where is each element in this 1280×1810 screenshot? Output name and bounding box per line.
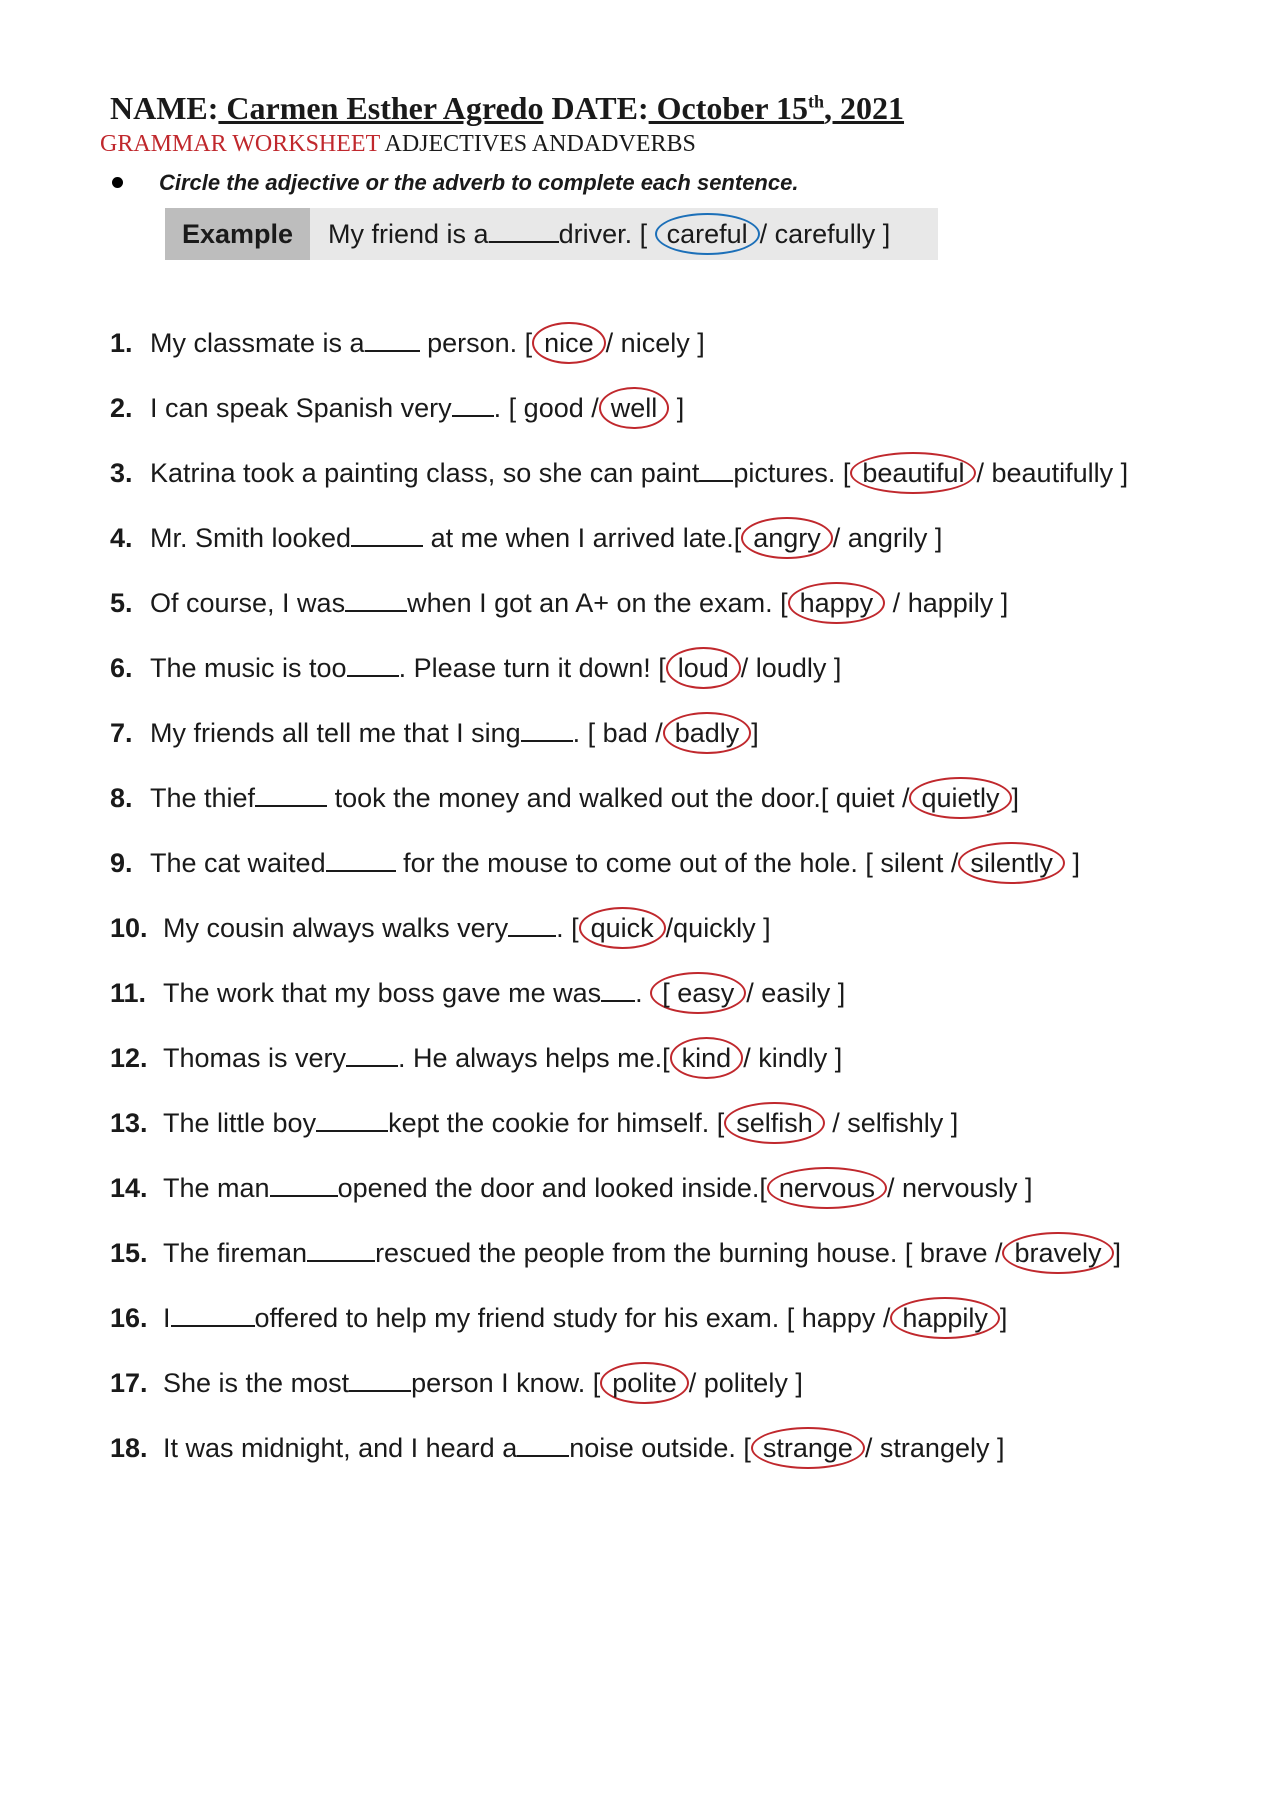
item-circled-option: loud xyxy=(666,647,741,689)
item-circled-option: bravely xyxy=(1002,1232,1113,1274)
item-text-before: The cat waited xyxy=(150,848,326,878)
item-blank xyxy=(270,1171,338,1197)
item-separator: / xyxy=(665,913,674,943)
item-number: 15. xyxy=(110,1238,148,1268)
exercise-item xyxy=(110,1295,1128,1360)
item-circled-option: selfish xyxy=(724,1102,825,1144)
item-circled-option: badly xyxy=(663,712,752,754)
exercise-item xyxy=(110,840,1128,905)
example-blank xyxy=(489,217,559,243)
item-blank xyxy=(521,716,573,742)
item-blank xyxy=(365,326,420,352)
item-bracket-close: ] xyxy=(1064,848,1080,878)
item-circled-option: angry xyxy=(741,517,833,559)
date-suffix: th xyxy=(808,91,825,112)
item-number: 10. xyxy=(110,913,148,943)
item-separator: / xyxy=(976,458,992,488)
item-bracket-close: ] xyxy=(999,1303,1008,1333)
item-other-option: easily ] xyxy=(753,978,846,1008)
exercise-item xyxy=(110,580,1128,645)
item-blank xyxy=(508,911,556,937)
item-other-option: nervously ] xyxy=(894,1173,1033,1203)
item-text-after: when I got an A+ on the exam. [ xyxy=(407,588,788,618)
item-blank xyxy=(347,651,399,677)
example-after: driver. [ xyxy=(558,219,655,249)
item-other-option: beautifully ] xyxy=(991,458,1129,488)
item-other-option: happily ] xyxy=(907,588,1009,618)
item-text-before: The work that my boss gave me was xyxy=(163,978,602,1008)
item-other-option: strangely ] xyxy=(872,1433,1005,1463)
item-separator: / xyxy=(688,1368,697,1398)
item-text-before: She is the most xyxy=(163,1368,350,1398)
item-other-option: politely ] xyxy=(696,1368,803,1398)
item-other-option: / xyxy=(591,393,599,423)
exercise-list xyxy=(110,320,1128,1490)
item-other-option: quickly ] xyxy=(673,913,771,943)
item-circled-option: strange xyxy=(751,1427,865,1469)
date-label: DATE: xyxy=(543,90,649,126)
instruction-text: Circle the adjective or the adverb to complete each sentence. xyxy=(159,170,799,195)
example-box xyxy=(165,208,938,260)
item-blank xyxy=(346,1041,398,1067)
item-text-after: took the money and walked out the door.[ quiet / xyxy=(327,783,910,813)
item-text-after: rescued the people from the burning house. [ brave / xyxy=(375,1238,1003,1268)
item-text-after: person I know. [ xyxy=(411,1368,601,1398)
exercise-item xyxy=(110,450,1128,515)
item-text-before: I xyxy=(163,1303,171,1333)
item-separator: / xyxy=(864,1433,873,1463)
exercise-item xyxy=(110,1230,1128,1295)
item-text-before: The thief xyxy=(150,783,256,813)
example-sep: / xyxy=(759,219,775,249)
exercise-item xyxy=(110,320,1128,385)
item-number: 4. xyxy=(110,523,133,553)
example-circled-option: careful xyxy=(655,213,760,255)
item-text-after: for the mouse to come out of the hole. [ silent / xyxy=(395,848,959,878)
item-blank xyxy=(349,1366,411,1392)
exercise-item xyxy=(110,905,1128,970)
item-number: 14. xyxy=(110,1173,148,1203)
item-other-option: angrily ] xyxy=(847,523,943,553)
item-circled-option: nice xyxy=(532,322,606,364)
item-number: 2. xyxy=(110,393,133,423)
item-number: 3. xyxy=(110,458,133,488)
item-text-before: The little boy xyxy=(163,1108,317,1138)
item-text-after: offered to help my friend study for his exam. [ happy / xyxy=(254,1303,891,1333)
item-other-option: kindly ] xyxy=(750,1043,843,1073)
item-circled-option: polite xyxy=(600,1362,689,1404)
item-blank xyxy=(517,1431,569,1457)
item-separator: / xyxy=(886,1173,895,1203)
item-number: 5. xyxy=(110,588,133,618)
item-text-before: My classmate is a xyxy=(150,328,365,358)
worksheet-subtitle xyxy=(100,131,696,158)
item-text-after: . [ bad / xyxy=(572,718,663,748)
item-number: 17. xyxy=(110,1368,148,1398)
exercise-item xyxy=(110,710,1128,775)
item-blank xyxy=(171,1301,255,1327)
exercise-item xyxy=(110,645,1128,710)
item-number: 1. xyxy=(110,328,133,358)
item-number: 7. xyxy=(110,718,133,748)
exercise-item xyxy=(110,515,1128,580)
exercise-item xyxy=(110,1165,1128,1230)
item-text-before: My cousin always walks very xyxy=(163,913,509,943)
worksheet-header xyxy=(110,90,904,127)
item-blank xyxy=(316,1106,388,1132)
item-separator: / xyxy=(740,653,749,683)
item-other-option: loudly ] xyxy=(748,653,842,683)
student-name: Carmen Esther Agredo xyxy=(218,90,544,126)
item-circled-option: kind xyxy=(670,1037,744,1079)
item-text-after: opened the door and looked inside.[ xyxy=(337,1173,767,1203)
item-number: 9. xyxy=(110,848,133,878)
item-text-before: Katrina took a painting class, so she can paint xyxy=(150,458,700,488)
item-text-after: person. [ xyxy=(419,328,533,358)
item-text-before: The music is too xyxy=(150,653,347,683)
item-blank xyxy=(601,976,635,1002)
item-separator: / xyxy=(743,1043,751,1073)
subtitle-topic: ADJECTIVES ANDADVERBS xyxy=(379,131,696,157)
date-day: October 15 xyxy=(648,90,808,126)
item-bracket-close: ] xyxy=(669,393,685,423)
item-blank xyxy=(255,781,327,807)
item-separator: / xyxy=(605,328,614,358)
example-other-option: carefully ] xyxy=(774,219,891,249)
item-blank xyxy=(452,391,494,417)
name-label: NAME: xyxy=(110,90,219,126)
exercise-item xyxy=(110,775,1128,840)
item-blank xyxy=(326,846,396,872)
item-text-after: . He always helps me.[ xyxy=(398,1043,670,1073)
item-circled-option: happily xyxy=(890,1297,1000,1339)
exercise-item xyxy=(110,970,1128,1035)
date-value xyxy=(649,90,904,126)
item-bracket-close: ] xyxy=(1113,1238,1122,1268)
item-number: 11. xyxy=(110,978,147,1008)
instruction xyxy=(112,170,798,196)
item-text-after: . xyxy=(635,978,651,1008)
item-number: 8. xyxy=(110,783,133,813)
item-text-after: kept the cookie for himself. [ xyxy=(388,1108,725,1138)
item-text-after: pictures. [ xyxy=(733,458,851,488)
date-year: , 2021 xyxy=(824,90,905,126)
exercise-item xyxy=(110,1425,1128,1490)
item-other-option: selfishly ] xyxy=(847,1108,959,1138)
item-text-before: It was midnight, and I heard a xyxy=(163,1433,518,1463)
subtitle-grammar: GRAMMAR WORKSHEET xyxy=(100,131,380,157)
item-blank xyxy=(699,456,733,482)
exercise-item xyxy=(110,1360,1128,1425)
item-circled-option: silently xyxy=(958,842,1065,884)
item-number: 16. xyxy=(110,1303,148,1333)
bullet-icon xyxy=(112,177,123,188)
item-number: 12. xyxy=(110,1043,148,1073)
exercise-item xyxy=(110,385,1128,450)
item-other-option: nicely ] xyxy=(613,328,705,358)
item-blank xyxy=(345,586,407,612)
item-circled-option: happy xyxy=(788,582,886,624)
exercise-item xyxy=(110,1035,1128,1100)
item-separator: / xyxy=(824,1108,848,1138)
exercise-item xyxy=(110,1100,1128,1165)
item-bracket-close: ] xyxy=(751,718,759,748)
item-number: 6. xyxy=(110,653,133,683)
item-circled-option: well xyxy=(599,387,670,429)
item-circled-option: quick xyxy=(579,907,666,949)
item-text-before: My friends all tell me that I sing xyxy=(150,718,521,748)
example-label: Example xyxy=(165,208,310,260)
item-separator: / xyxy=(832,523,848,553)
item-circled-option: beautiful xyxy=(850,452,976,494)
item-blank xyxy=(351,521,423,547)
item-circled-option: quietly xyxy=(909,777,1011,819)
item-text-after: . [ good xyxy=(493,393,592,423)
item-circled-option: [ easy xyxy=(650,972,746,1014)
item-bracket-close: ] xyxy=(1011,783,1020,813)
item-text-before: Of course, I was xyxy=(150,588,346,618)
item-text-before: Mr. Smith looked xyxy=(150,523,352,553)
item-text-after: . Please turn it down! [ xyxy=(398,653,666,683)
item-blank xyxy=(307,1236,375,1262)
item-number: 18. xyxy=(110,1433,148,1463)
item-text-after: at me when I arrived late.[ xyxy=(423,523,742,553)
item-text-before: I can speak Spanish very xyxy=(150,393,452,423)
example-before: My friend is a xyxy=(328,219,489,249)
item-number: 13. xyxy=(110,1108,148,1138)
example-sentence xyxy=(310,208,890,260)
item-text-before: Thomas is very xyxy=(163,1043,347,1073)
item-text-before: The fireman xyxy=(163,1238,308,1268)
item-separator: / xyxy=(746,978,754,1008)
item-separator: / xyxy=(885,588,908,618)
item-text-after: . [ xyxy=(556,913,579,943)
item-text-after: noise outside. [ xyxy=(569,1433,751,1463)
item-text-before: The man xyxy=(163,1173,270,1203)
item-circled-option: nervous xyxy=(767,1167,887,1209)
